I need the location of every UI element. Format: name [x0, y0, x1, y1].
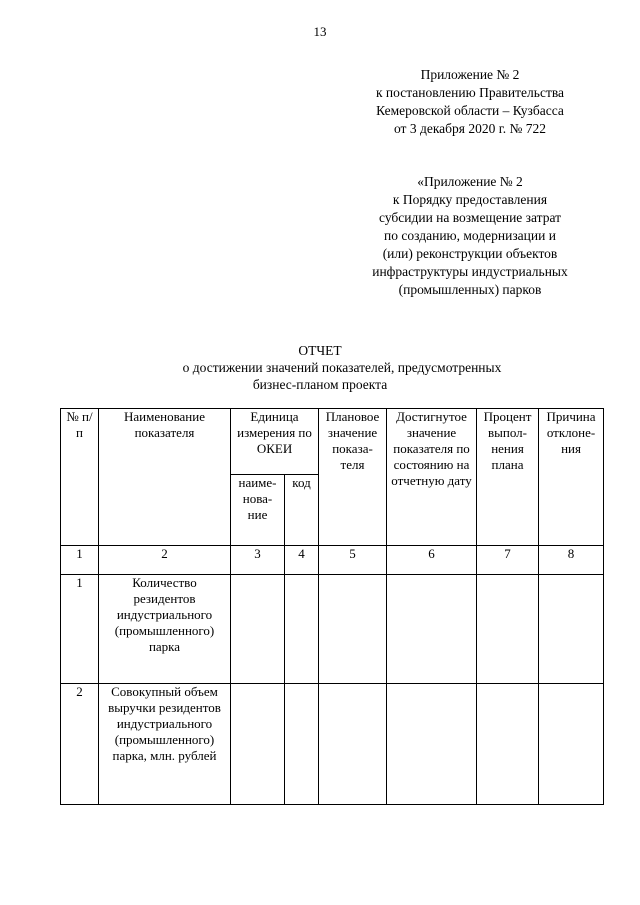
column-number: 7	[477, 546, 539, 575]
appendix-order-line: по созданию, модернизации и	[384, 228, 556, 243]
header-name: Наименование показателя	[99, 409, 231, 546]
appendix-main-line: к постановлению Правительства	[375, 85, 565, 100]
column-number: 4	[285, 546, 319, 575]
column-number: 3	[231, 546, 285, 575]
column-number: 6	[387, 546, 477, 575]
header-planned: Плановое значение показа-теля	[319, 409, 387, 546]
row-achieved-cell	[387, 684, 477, 805]
row-planned-cell	[319, 575, 387, 684]
row-indicator-name: Количество резидентов индустриального (промышленного) парка	[99, 575, 231, 684]
report-table	[60, 408, 604, 805]
column-number: 5	[319, 546, 387, 575]
header-percent: Процент выпол-нения плана	[477, 409, 539, 546]
report-subtitle-line: бизнес-планом проекта	[252, 377, 388, 392]
row-achieved-cell	[387, 575, 477, 684]
header-unit-code: код	[285, 475, 319, 546]
report-subtitle-line: о достижении значений показателей, предусмотренных	[182, 360, 502, 375]
header-unit-name: наиме-нова-ние	[231, 475, 285, 546]
header-achieved: Достигнутое значение показателя по состоянию на отчетную дату	[387, 409, 477, 546]
appendix-main-header	[340, 66, 600, 138]
row-num: 1	[61, 575, 99, 684]
row-unit-name-cell	[231, 684, 285, 805]
row-reason-cell	[539, 684, 604, 805]
table-row	[61, 684, 604, 805]
appendix-order-header	[340, 173, 600, 299]
row-unit-code-cell	[285, 684, 319, 805]
row-planned-cell	[319, 684, 387, 805]
column-number: 2	[99, 546, 231, 575]
row-unit-name-cell	[231, 575, 285, 684]
report-title	[0, 342, 640, 393]
report-heading: ОТЧЕТ	[298, 343, 342, 358]
appendix-order-line: инфраструктуры индустриальных	[372, 264, 568, 279]
table-row	[61, 575, 604, 684]
appendix-order-line: (промышленных) парков	[398, 282, 542, 297]
row-indicator-name: Совокупный объем выручки резидентов индустриального (промышленного) парка, млн. рублей	[99, 684, 231, 805]
appendix-order-line: «Приложение № 2	[417, 174, 523, 189]
header-num: № п/п	[61, 409, 99, 546]
appendix-main-line: Кемеровской области – Кузбасса	[376, 103, 564, 118]
row-unit-code-cell	[285, 575, 319, 684]
page-number: 13	[313, 24, 327, 39]
row-reason-cell	[539, 575, 604, 684]
header-unit: Единица измерения по ОКЕИ	[231, 409, 319, 475]
column-number-row	[61, 546, 604, 575]
column-number: 1	[61, 546, 99, 575]
row-percent-cell	[477, 684, 539, 805]
appendix-order-line: к Порядку предоставления	[392, 192, 548, 207]
row-num: 2	[61, 684, 99, 805]
appendix-order-line: субсидии на возмещение затрат	[379, 210, 561, 225]
header-reason: Причина отклоне-ния	[539, 409, 604, 546]
row-percent-cell	[477, 575, 539, 684]
appendix-order-line: (или) реконструкции объектов	[382, 246, 558, 261]
appendix-main-line: Приложение № 2	[420, 67, 520, 82]
column-number: 8	[539, 546, 604, 575]
appendix-main-line: от 3 декабря 2020 г. № 722	[393, 121, 547, 136]
